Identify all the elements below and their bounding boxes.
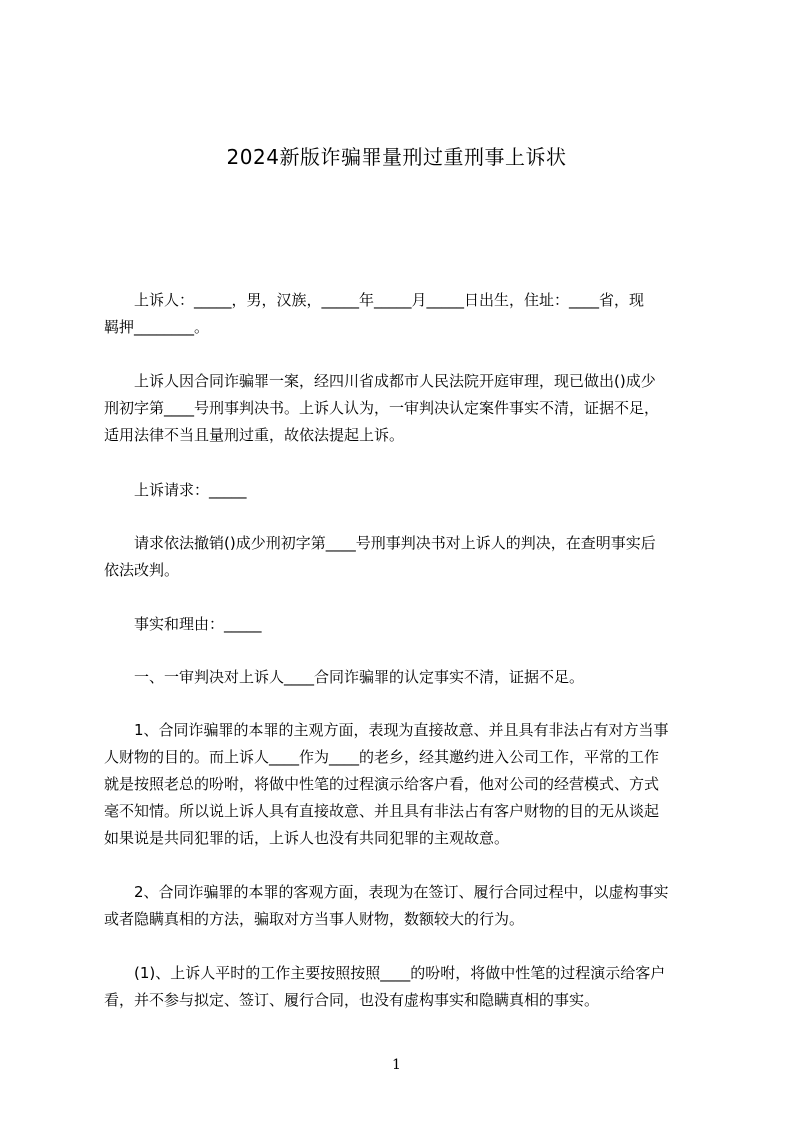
paragraph-line: 羁押________。 [104,318,210,336]
paragraph-line: 一、一审判决对上诉人____合同诈骗罪的认定事实不清，证据不足。 [104,668,585,686]
paragraph-appeal-request [104,530,704,584]
paragraph-line: 上诉人因合同诈骗罪一案，经四川省成都市人民法院开庭审理，现已做出()成少 [104,372,656,390]
paragraph-line: 毫不知情。所以说上诉人具有直接故意、并且具有非法占有客户财物的目的无从谈起 [104,802,660,820]
paragraph-facts-heading [104,611,704,638]
paragraph-point-one [104,664,704,691]
document-title: 2024新版诈骗罪量刑过重刑事上诉状 [226,145,567,169]
paragraph-line: 刑初字第____号刑事判决书。上诉人认为，一审判决认定案件事实不清，证据不足， [104,399,660,417]
paragraph-line: 看，并不参与拟定、签订、履行合同，也没有虚构事实和隐瞒真相的事实。 [104,991,600,1009]
paragraph-line: 就是按照老总的吩咐，将做中性笔的过程演示给客户看，他对公司的经营模式、方式 [104,775,660,793]
paragraph-line: 1、合同诈骗罪的本罪的主观方面，表现为直接故意、并且具有非法占有对方当事 [104,721,669,739]
paragraph-line: 或者隐瞒真相的方法，骗取对方当事人财物，数额较大的行为。 [104,910,525,928]
paragraph-line: (1)、上诉人平时的工作主要按照按照____的吩咐，将做中性笔的过程演示给客户 [104,964,666,982]
paragraph-objective-aspect [104,879,704,933]
paragraph-appellant-info [104,287,704,341]
paragraph-subjective-aspect [104,717,704,852]
paragraph-line: 请求依法撤销()成少刑初字第____号刑事判决书对上诉人的判决，在查明事实后 [104,534,656,552]
paragraph-line: 2、合同诈骗罪的本罪的客观方面，表现为在签订、履行合同过程中，以虚构事实 [104,883,669,901]
paragraph-line: 依法改判。 [104,561,180,579]
paragraph-sub-point-one [104,960,704,1014]
paragraph-line: 上诉人：_____，男，汉族，_____年_____月_____日出生，住址：____省，现 [104,291,645,309]
paragraph-line: 如果说是共同犯罪的话，上诉人也没有共同犯罪的主观故意。 [104,829,510,847]
page-number: 1 [392,1057,401,1073]
paragraph-appeal-request-heading [104,477,704,504]
paragraph-case-summary [104,368,704,449]
paragraph-line: 人财物的目的。而上诉人____作为____的老乡，经其邀约进入公司工作，平常的工作 [104,748,660,766]
paragraph-line: 事实和理由：_____ [104,615,262,633]
paragraph-line: 适用法律不当且量刑过重，故依法提起上诉。 [104,426,405,444]
paragraph-line: 上诉请求：_____ [104,481,247,499]
